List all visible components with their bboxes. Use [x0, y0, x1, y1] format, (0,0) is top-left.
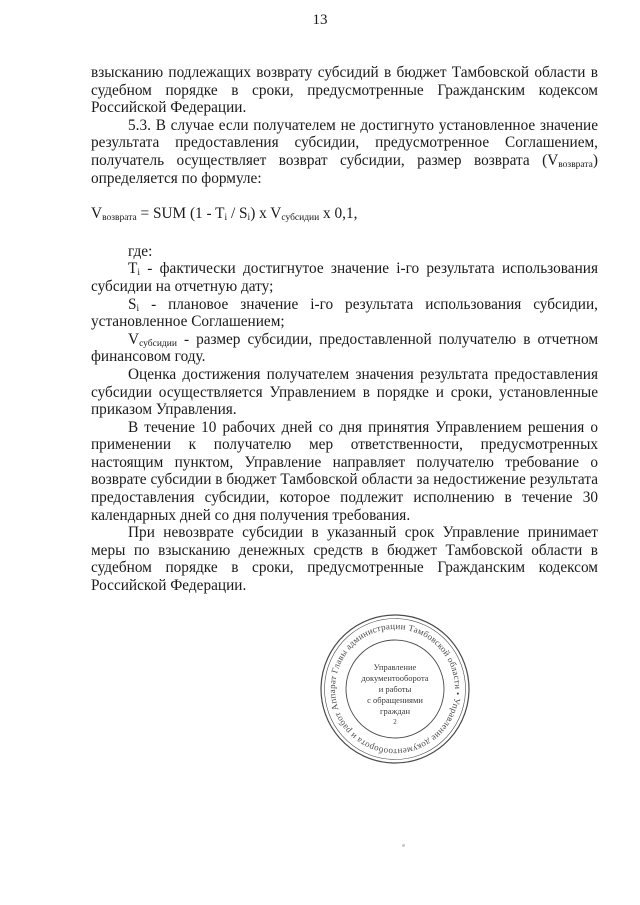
def-v-sub: субсидии: [139, 338, 177, 349]
paragraph-non-return: При невозврате субсидии в указанный срок Управление принимает меры по взысканию денежных средств в бюджет Тамбовской области в судебном порядке в сроки, предусмотренные Гражданским кодексом Российской Федерации.: [91, 524, 598, 595]
stamp-inner-text: [361, 662, 428, 726]
paragraph-assessment: Оценка достижения получателем значения результата предоставления субсидии осуществляется Управлением в порядке и сроки, установленные приказом Управления.: [91, 365, 598, 419]
definition-t: [91, 260, 598, 295]
stamp-seal: [318, 612, 472, 766]
formula-tail: x 0,1,: [319, 205, 358, 223]
svg-text:и работы: и работы: [378, 684, 412, 694]
formula-v: V: [91, 205, 103, 223]
svg-text:документооборота: документооборота: [361, 673, 429, 683]
definition-v: [91, 331, 598, 366]
svg-text:2: 2: [393, 718, 397, 726]
paragraph-continuation: взысканию подлежащих возврату субсидий в бюджет Тамбовской области в судебном порядке в сроки, предусмотренные Гражданским кодексом Российской Федерации.: [91, 64, 598, 117]
def-t-text: - фактически достигнутое значение i-го результата использования субсидии на отчетную дату;: [91, 260, 598, 295]
formula-t-sub: i: [224, 213, 228, 224]
v-return-subscript: возврата: [558, 159, 593, 170]
svg-text:с обращениями: с обращениями: [367, 695, 423, 705]
formula-div: / S: [227, 205, 248, 223]
paragraph-5-3-text: 5.3. В случае если получателем не достигнуто установленное значение результата предоставления субсидии, предусмотренное Соглашением, получатель осуществляет возврат субсидии, размер возврата (V: [91, 116, 598, 169]
where-label: где:: [128, 242, 153, 260]
paragraph-5-3: [91, 117, 598, 187]
def-t-symbol: T: [128, 260, 138, 278]
formula-sum: = SUM (1 - T: [136, 205, 225, 223]
office-stamp: [318, 612, 472, 766]
def-s-text: - плановое значение i-го результата использования субсидии, установленное Соглашением;: [91, 295, 598, 331]
paragraph-10-days: В течение 10 рабочих дней со дня принятия Управлением решения о применении к получателю мер ответственности, предусмотренных настоящим пунктом, Управление направляет получателю требование о возврате субсидии в бюджет Тамбовской области за недостижение результата предоставления субсидии, которое подлежит исполнению в течение 30 календарных дней со дня получения требования.: [91, 418, 598, 524]
formula-vs-sub: субсидии: [281, 213, 320, 224]
formula-s-sub: i: [247, 213, 251, 224]
svg-text:Управление: Управление: [373, 662, 417, 672]
svg-text:граждан: граждан: [379, 706, 411, 716]
paragraph-5-3-tail: ) определяется по формуле:: [91, 151, 598, 187]
def-t-sub: i: [137, 268, 140, 279]
definition-s: [91, 296, 598, 331]
formula-times: ) x V: [250, 205, 282, 223]
def-s-sub: i: [136, 303, 140, 314]
page-number: 13: [312, 12, 328, 28]
def-v-text: - размер субсидии, предоставленной получателю в отчетном финансовом году.: [91, 330, 598, 366]
document-body: [91, 64, 598, 595]
stamp-outer-text: Аппарат Главы администрации Тамбовской области • Управление документооборота и работы: [326, 620, 464, 758]
formula-v-sub: возврата: [102, 213, 137, 224]
scan-speck: [402, 844, 405, 847]
return-formula: [91, 205, 598, 223]
def-s-symbol: S: [128, 295, 137, 313]
def-v-symbol: V: [128, 330, 140, 348]
